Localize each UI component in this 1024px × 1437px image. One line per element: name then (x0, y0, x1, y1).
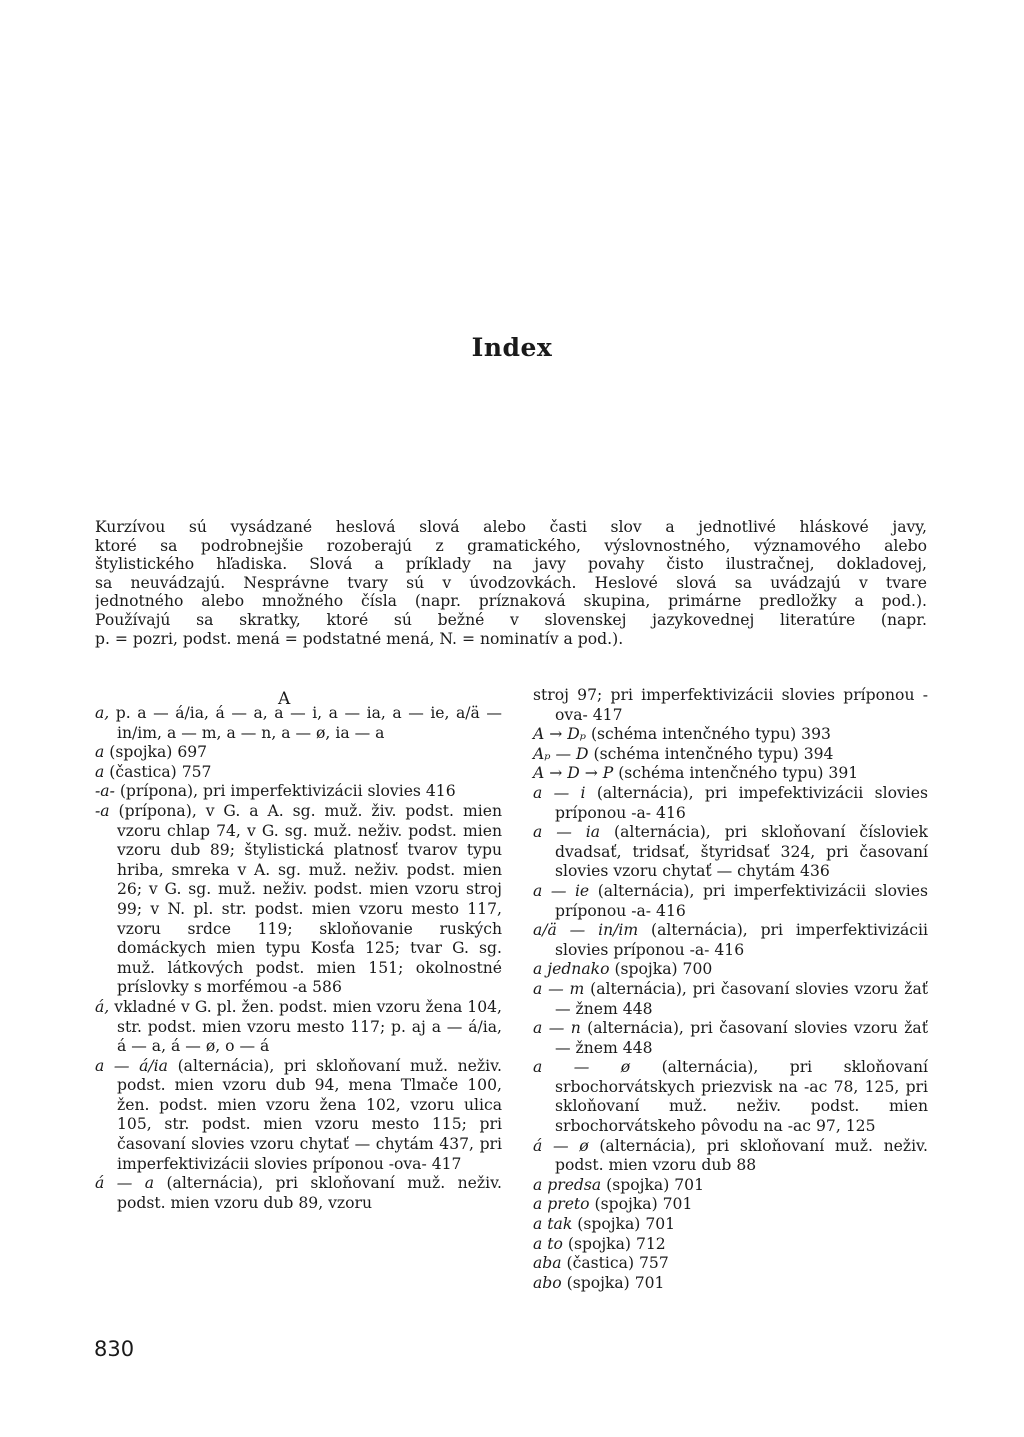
entry-body: (spojka) 701 (606, 1175, 705, 1194)
entry-body: (spojka) 700 (614, 960, 713, 979)
entry-head: a — á/ia (95, 1056, 168, 1075)
entry-head: -a- (95, 782, 115, 801)
entry-body: (alternácia), pri časovaní slovies vzoru žať — žnem 448 (555, 1019, 928, 1057)
entry-body: (prípona), v G. a A. sg. muž. živ. podst. mien vzoru chlap 74, v G. sg. muž. neživ. podst. mien vzoru dub 89; štylistická platnosť tvarov typu hriba, smreka v A. sg. muž. neživ. podst. mien 26; v G. sg. muž. neživ. podst. mien vzoru stroj 99; v N. pl. str. podst. mien vzoru mesto 117, vzoru srdce 119; skloňovanie ruských domáckych mien typu Kosťa 125; tvar G. sg. muž. látkových podst. mien 151; okolnostné príslovky s morfémou -a 586 (117, 801, 502, 997)
index-entry (95, 998, 502, 1057)
entry-head: a/ä — in/im (533, 921, 639, 940)
entry-head: a — i (533, 783, 586, 802)
entry-head: aba (533, 1254, 562, 1273)
index-entry (533, 1274, 928, 1294)
page-number: 830 (94, 1337, 135, 1361)
intro-line: p. = pozri, podst. mená = podstatné mená, N. = nominatív a pod.). (95, 629, 624, 648)
index-entry (95, 704, 502, 743)
entry-body: (alternácia), pri impefektivizácii slovies príponou -a- 416 (555, 783, 928, 822)
entry-body: vkladné v G. pl. žen. podst. mien vzoru žena 104, str. podst. mien vzoru mesto 117; p. aj a — á/ia, á — a, á — ø, o — á (114, 997, 503, 1056)
entry-head: a tak (533, 1215, 573, 1234)
index-entry (533, 686, 928, 725)
index-entry (95, 802, 502, 998)
entry-body: (spojka) 701 (577, 1215, 676, 1234)
index-column-right (533, 686, 928, 1293)
entry-head: a — n (533, 1019, 581, 1038)
entry-head: a jednako (533, 960, 610, 979)
entry-head: a predsa (533, 1175, 602, 1194)
entry-head: á — a (95, 1174, 155, 1193)
entry-head: Aₚ — D (533, 744, 589, 763)
intro-line: sa neuvádzajú. Nesprávne tvary sú v úvodzovkách. Heslové slová sa uvádzajú v tvare (95, 573, 927, 592)
entry-head: -a (95, 801, 110, 820)
index-entry (533, 784, 928, 823)
entry-head: a to (533, 1234, 563, 1253)
index-entry (95, 743, 502, 763)
index-entry (533, 1137, 928, 1176)
entry-body: (spojka) 712 (567, 1234, 666, 1253)
entry-body: (spojka) 701 (566, 1273, 665, 1292)
entry-head: abo (533, 1273, 562, 1292)
index-entry (533, 980, 928, 1019)
entry-body: (alternácia), pri skloňovaní muž. neživ. podst. mien vzoru dub 88 (555, 1136, 928, 1175)
intro-line: štylistického hľadiska. Slová a príklady na javy povahy čisto ilustračnej, dokladovej, (95, 555, 927, 574)
index-entry (95, 763, 502, 783)
entry-head: a — ia (533, 823, 601, 842)
entry-head: á — ø (533, 1136, 589, 1155)
index-entry (533, 1235, 928, 1255)
entry-head: á, (95, 997, 110, 1016)
entry-body: (alternácia), pri skloňovaní srbochorvátskych priezvisk na -ac 78, 125, pri skloňovaní muž. neživ. podst. mien srbochorvátskeho pôvodu na -ac 97, 125 (555, 1058, 928, 1136)
section-letter-heading: A (278, 689, 291, 709)
index-entry (533, 1215, 928, 1235)
intro-line: Používajú sa skratky, ktoré sú bežné v slovenskej jazykovednej literatúre (napr. (95, 610, 927, 629)
entry-head: a — ie (533, 881, 590, 900)
entry-body: (alternácia), pri časovaní slovies vzoru žať — žnem 448 (555, 979, 929, 1018)
index-column-left (95, 704, 502, 1213)
entry-head: A → D → P (533, 764, 614, 783)
entry-head: a preto (533, 1195, 590, 1214)
intro-line: jednotného alebo množného čísla (napr. príznaková skupina, primárne predložky a pod.). (95, 592, 927, 611)
entry-body: (alternácia), pri imperfektivizácii slovies príponou -a- 416 (555, 921, 928, 959)
entry-body: (alternácia), pri skloňovaní čísloviek dvadsať, tridsať, štyridsať 324, pri časovaní slovies vzoru chytať — chytám 436 (555, 823, 928, 881)
entry-head: a — ø (533, 1058, 631, 1077)
entry-body: (alternácia), pri skloňovaní muž. neživ. podst. mien vzoru dub 94, mena Tlmače 100, žen. podst. mien vzoru žena 102, vzoru ulica 105, str. podst. mien vzoru mesto 115; pri časovaní slovies vzoru chytať — chytám 437, pri imperfektivizácii slovies príponou -ova- 417 (117, 1056, 502, 1173)
index-entry (533, 764, 928, 784)
entry-head: a — m (533, 979, 585, 998)
entry-head: a, (95, 704, 110, 722)
index-entry (533, 921, 928, 960)
entry-head: a (95, 743, 105, 762)
page-title: Index (471, 333, 553, 362)
entry-body: (častica) 757 (109, 762, 212, 781)
entry-head: A → Dₚ (533, 725, 586, 744)
index-entry (533, 1058, 928, 1136)
index-entry (533, 1176, 928, 1196)
entry-body: p. a — á/ia, á — a, a — i, a — ia, a — ie, a/ä — in/im, a — m, a — n, a — ø, ia — a (115, 704, 502, 742)
entry-body: (schéma intenčného typu) 393 (590, 725, 831, 744)
entry-body: (schéma intenčného typu) 391 (618, 764, 859, 783)
index-entry (533, 1254, 928, 1274)
entry-body: stroj 97; pri imperfektivizácii slovies príponou -ova- 417 (533, 686, 928, 724)
index-entry (533, 1019, 928, 1058)
intro-line: Kurzívou sú vysádzané heslová slová alebo časti slov a jednotlivé hláskové javy, (95, 518, 927, 536)
entry-body: (spojka) 697 (109, 743, 208, 762)
entry-body: (alternácia), pri imperfektivizácii slovies príponou -a- 416 (555, 881, 928, 920)
index-entry (95, 782, 502, 802)
entry-body: (schéma intenčného typu) 394 (593, 744, 834, 763)
index-entry (533, 725, 928, 745)
index-entry (533, 745, 928, 765)
entry-head: a (95, 762, 105, 781)
index-entry (533, 882, 928, 921)
index-entry (95, 1057, 502, 1175)
intro-paragraph (95, 518, 927, 648)
index-entry (533, 823, 928, 882)
entry-body: (spojka) 701 (594, 1195, 693, 1214)
index-entry (533, 1195, 928, 1215)
intro-line: ktoré sa podrobnejšie rozoberajú z gramatického, výslovnostného, významového alebo (95, 536, 927, 555)
index-entry (533, 960, 928, 980)
entry-body: (prípona), pri imperfektivizácii slovies 416 (119, 782, 456, 801)
entry-body: (častica) 757 (566, 1254, 669, 1273)
index-entry (95, 1174, 502, 1213)
entry-body: (alternácia), pri skloňovaní muž. neživ. podst. mien vzoru dub 89, vzoru (117, 1174, 502, 1212)
